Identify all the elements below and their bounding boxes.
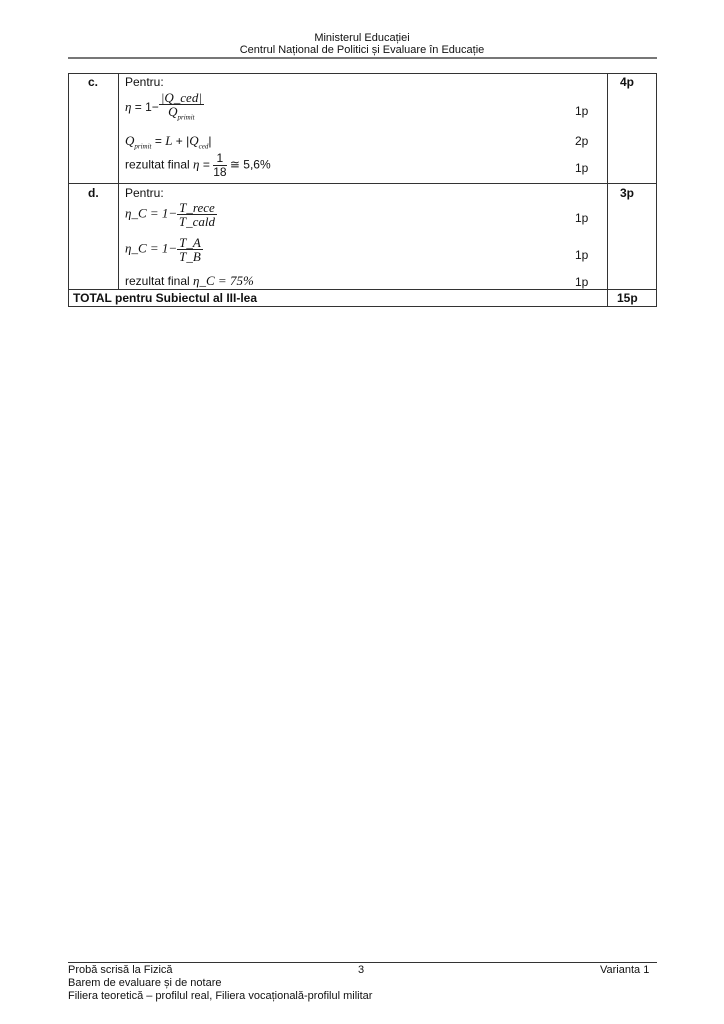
row-divider bbox=[68, 183, 657, 184]
footer-filiera: Filiera teoretică – profilul real, Filiera vocațională-profilul militar bbox=[68, 990, 373, 1002]
formula-efficiency: η = 1− $\frac{\text{|Q\_ced|}}{Q_{primit}}$ bbox=[125, 90, 202, 122]
footer-page-number: 3 bbox=[358, 964, 365, 976]
formula-heat-received: $Q_{primit} = L + |Q_{ced}|$ bbox=[125, 133, 212, 151]
row-d-label: d. bbox=[88, 186, 99, 200]
row-d-points: 3p bbox=[620, 186, 635, 200]
row-c-intro: Pentru: bbox=[125, 75, 164, 89]
formula-denominator: T_B bbox=[179, 249, 201, 264]
formula-carnot bbox=[125, 201, 217, 228]
formula-result-c: rezultat final η = $\frac{1}{18}$ ≅ 5,6% bbox=[125, 151, 271, 179]
formula-carnot-ab bbox=[125, 236, 203, 263]
formula-lhs: η_C = 1− bbox=[125, 240, 178, 256]
row-c-points: 4p bbox=[620, 75, 635, 89]
column-divider bbox=[607, 73, 608, 307]
score: 1p bbox=[575, 275, 589, 289]
score: 1p bbox=[575, 211, 589, 225]
footer-variant: Varianta 1 bbox=[600, 964, 650, 976]
row-d-intro: Pentru: bbox=[125, 186, 164, 200]
footer-barem: Barem de evaluare și de notare bbox=[68, 977, 222, 989]
formula-denominator: T_cald bbox=[178, 214, 216, 229]
result-prefix: rezultat final bbox=[125, 157, 190, 172]
formula-numerator: T_A bbox=[179, 235, 201, 250]
total-label: TOTAL pentru Subiectul al III-lea bbox=[73, 291, 258, 305]
header-rule bbox=[68, 57, 657, 59]
formula-lhs: η_C = 1− bbox=[125, 205, 178, 221]
result-prefix: rezultat final bbox=[125, 274, 190, 288]
formula-result-d bbox=[125, 273, 254, 289]
score: 1p bbox=[575, 104, 589, 118]
header-ministry: Ministerul Educației bbox=[314, 32, 410, 44]
score: 1p bbox=[575, 161, 589, 175]
column-divider bbox=[118, 73, 119, 289]
footer-exam: Probă scrisă la Fizică bbox=[68, 964, 173, 976]
header-center: Centrul Național de Politici și Evaluare în Educație bbox=[239, 44, 485, 56]
footer-rule bbox=[68, 962, 657, 963]
formula-numerator: |Q_ced| bbox=[160, 90, 202, 105]
total-points: 15p bbox=[617, 291, 638, 305]
result-value: η_C = 75% bbox=[193, 273, 254, 288]
row-c-label: c. bbox=[88, 75, 99, 89]
score: 1p bbox=[575, 248, 589, 262]
row-divider bbox=[68, 289, 657, 290]
formula-numerator: T_rece bbox=[179, 200, 215, 215]
score: 2p bbox=[575, 134, 589, 148]
